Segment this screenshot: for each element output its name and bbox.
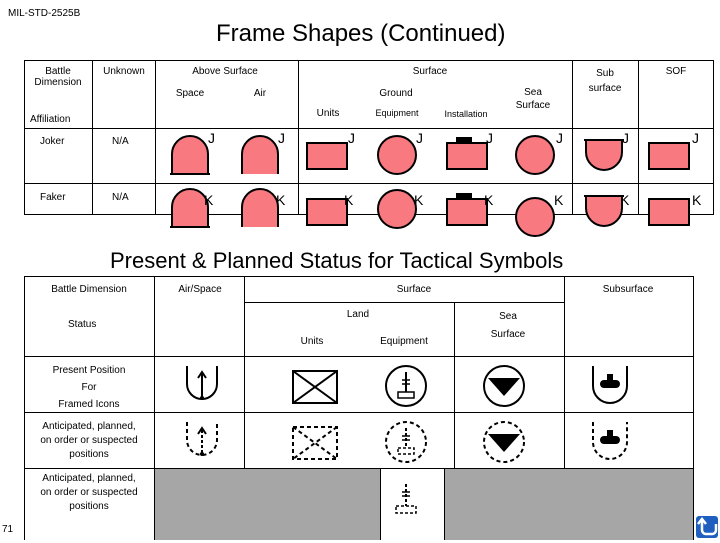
col-unknown: Unknown xyxy=(103,66,145,77)
subsurface-present-icon xyxy=(590,364,630,408)
row-label-anticipated: Anticipated, planned, on order or suspected positions xyxy=(40,473,138,512)
grey-cell xyxy=(154,468,380,540)
col-surface: Surface xyxy=(396,284,432,295)
air-frame-faker xyxy=(240,187,280,229)
ground-equipment-frame-faker xyxy=(376,188,418,230)
col-air: Air xyxy=(253,88,267,99)
sof-frame-joker xyxy=(648,142,690,170)
sea-surface-anticipated-icon xyxy=(482,420,526,464)
col-units: Units xyxy=(300,336,324,347)
letter-k: K xyxy=(484,192,494,208)
letter-j: J xyxy=(208,130,215,146)
col-installation: Installation xyxy=(444,109,488,119)
installation-marker-icon xyxy=(456,193,472,199)
doc-id: MIL-STD-2525B xyxy=(8,8,81,19)
air-anticipated-icon xyxy=(184,420,220,462)
letter-k: K xyxy=(204,192,214,208)
affiliation-label: Affiliation xyxy=(30,114,71,125)
col-sea-surface: Sea Surface xyxy=(490,311,526,340)
ground-unit-anticipated-icon xyxy=(292,426,338,460)
letter-k: K xyxy=(620,192,630,208)
letter-k: K xyxy=(344,192,354,208)
sea-surface-present-icon xyxy=(482,364,526,408)
sof-frame-faker xyxy=(648,198,690,226)
row-label-anticipated: Anticipated, planned, on order or suspected positions xyxy=(40,421,138,460)
letter-k: K xyxy=(414,192,424,208)
page-number: 71 xyxy=(2,524,14,535)
row-label-faker: Faker xyxy=(40,192,66,203)
col-sea-surface: Sea Surface xyxy=(515,87,551,111)
installation-frame-joker xyxy=(446,142,488,170)
page-title: Frame Shapes (Continued) xyxy=(216,20,506,47)
row-label-joker: Joker xyxy=(40,136,65,147)
row-unknown-joker: N/A xyxy=(112,136,129,147)
col-land: Land xyxy=(346,309,370,320)
col-sof: SOF xyxy=(665,66,687,77)
letter-j: J xyxy=(692,130,699,146)
installation-frame-faker xyxy=(446,198,488,226)
subsurface-frame-faker xyxy=(584,190,624,230)
col-battle-dimension: Battle Dimension xyxy=(34,66,82,88)
ground-unit-frame-joker xyxy=(306,142,348,170)
sea-surface-frame-faker xyxy=(514,196,556,238)
status-label: Status xyxy=(68,319,97,330)
return-arrow-icon[interactable] xyxy=(696,516,718,538)
row-label-present: Present Position For Framed Icons xyxy=(52,365,126,410)
ground-unit-present-icon xyxy=(292,370,338,404)
col-subsurface: Subsurface xyxy=(602,284,654,295)
installation-marker-icon xyxy=(456,137,472,143)
grey-cell xyxy=(444,468,694,540)
subsurface-anticipated-icon xyxy=(590,420,630,464)
ground-equipment-frame-joker xyxy=(376,134,418,176)
space-frame-joker xyxy=(170,134,210,176)
row-unknown-faker: N/A xyxy=(112,192,129,203)
letter-j: J xyxy=(622,130,629,146)
col-sub-surface: Sub surface xyxy=(588,68,622,94)
col-ground: Ground xyxy=(379,88,413,99)
letter-k: K xyxy=(276,192,286,208)
col-surface: Surface xyxy=(412,66,448,77)
letter-j: J xyxy=(348,130,355,146)
col-equipment: Equipment xyxy=(375,108,419,118)
air-present-icon xyxy=(184,364,220,406)
sea-surface-frame-joker xyxy=(514,134,556,176)
col-air-space: Air/Space xyxy=(178,284,222,295)
col-above-surface: Above Surface xyxy=(192,66,258,77)
letter-k: K xyxy=(554,192,564,208)
ground-equipment-unframed-icon xyxy=(388,478,424,522)
letter-j: J xyxy=(556,130,563,146)
letter-j: J xyxy=(278,130,285,146)
air-frame-joker xyxy=(240,134,280,176)
ground-equipment-anticipated-icon xyxy=(384,420,428,464)
col-equipment: Equipment xyxy=(380,336,428,347)
section-title: Present & Planned Status for Tactical Symbols xyxy=(110,248,564,273)
subsurface-frame-joker xyxy=(584,134,624,174)
ground-unit-frame-faker xyxy=(306,198,348,226)
letter-k: K xyxy=(692,192,702,208)
letter-j: J xyxy=(486,130,493,146)
col-units: Units xyxy=(316,108,340,119)
col-space: Space xyxy=(175,88,205,99)
col-battle-dimension: Battle Dimension xyxy=(51,284,127,295)
ground-equipment-present-icon xyxy=(384,364,428,408)
letter-j: J xyxy=(416,130,423,146)
